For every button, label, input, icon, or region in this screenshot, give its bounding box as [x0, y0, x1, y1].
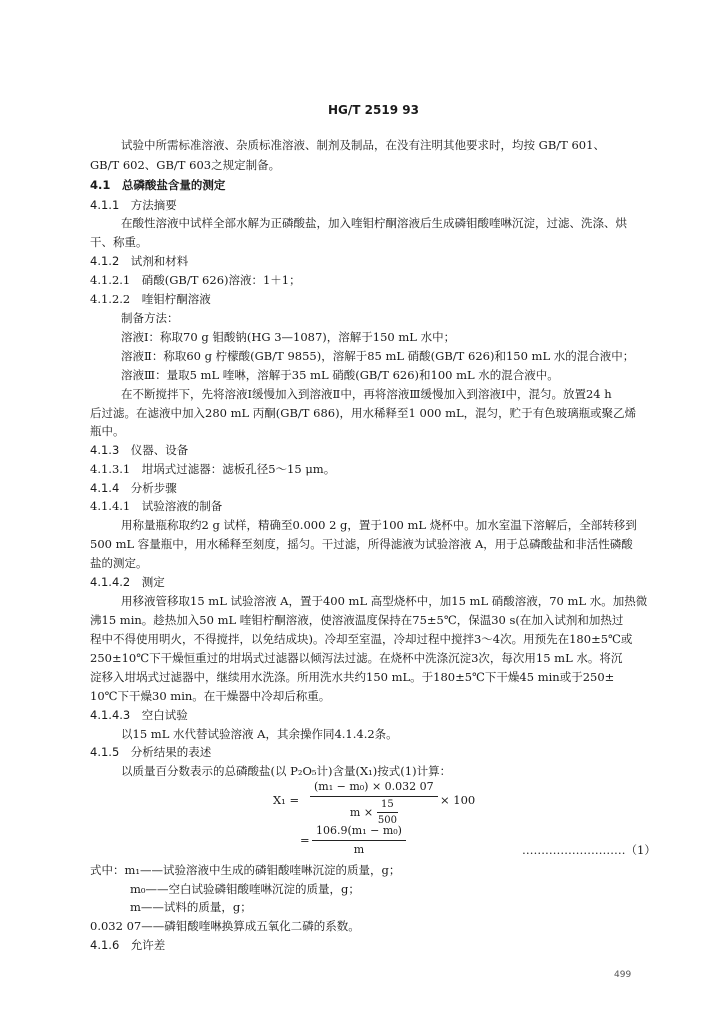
paragraph-line: 溶液Ⅱ：称取60 g 柠檬酸(GB/T 9855)，溶解于85 mL 硝酸(GB/T 626)和150 mL 水的混合液中；: [121, 349, 635, 363]
paragraph-line: 淀移入坩埚式过滤器中，继续用水洗涤。所用洗水共约150 mL。于180±5℃下干燥45 min或于250±: [90, 670, 615, 684]
paragraph-line: 沸15 min。趁热加入50 mL 喹钼柠酮溶液，使溶液温度保持在75±5℃，保温30 s(在加入试剂和加热过: [90, 613, 624, 627]
paragraph-line: GB/T 602、GB/T 603之规定制备。: [90, 158, 281, 172]
paragraph-line: 制备方法：: [121, 311, 179, 325]
formula-fraction-2: [312, 824, 406, 857]
paragraph-line: 盐的测定。: [90, 556, 148, 570]
paragraph-line: 在不断搅拌下，先将溶液Ⅰ缓慢加入到溶液Ⅱ中，再将溶液Ⅲ缓慢加入到溶液Ⅰ中，混匀。放置24 h: [121, 387, 612, 401]
formula-equals: =: [300, 833, 310, 847]
paragraph-line: 程中不得使用明火，不得搅拌，以免结成块)。冷却至室温，冷却过程中搅拌3～4次。用预先在180±5℃或: [90, 632, 633, 646]
formula-numerator-2: 106.9(m₁ − m₀): [312, 824, 406, 841]
page-number: 499: [614, 970, 632, 980]
formula-times-100: × 100: [440, 793, 476, 807]
paragraph-line: 在酸性溶液中试样全部水解为正磷酸盐，加入喹钼柠酮溶液后生成磷钼酸喹啉沉淀，过滤、洗涤、烘: [121, 216, 627, 230]
equation-number: ………………………（1）: [522, 843, 656, 857]
formula-inner-numerator: 15: [377, 799, 398, 813]
paragraph-line: 试验中所需标准溶液、杂质标准溶液、制剂及制品，在没有注明其他要求时，均按 GB/T 601、: [121, 138, 605, 152]
where-line: 0.032 07——磷钼酸喹啉换算成五氧化二磷的系数。: [90, 919, 360, 933]
paragraph-line: 溶液Ⅰ：称取70 g 钼酸钠(HG 3—1087)，溶解于150 mL 水中；: [121, 330, 456, 344]
where-line: 式中：m₁——试验溶液中生成的磷钼酸喹啉沉淀的质量，g；: [90, 863, 401, 877]
where-line: m——试料的质量，g；: [130, 900, 252, 914]
page-header: HG/T 2519 93: [328, 103, 419, 117]
formula-denominator-1: [350, 797, 398, 826]
paragraph-line: 以15 mL 水代替试验溶液 A，其余操作同4.1.4.2条。: [121, 727, 398, 741]
paragraph-line: 250±10℃下干燥恒重过的坩埚式过滤器以倾泻法过滤。在烧杯中洗涤沉淀3次，每次用15 mL 水。将沉: [90, 651, 623, 665]
formula-denominator-2: m: [353, 843, 365, 856]
formula-inner-fraction: [377, 799, 398, 826]
paragraph-line: 溶液Ⅲ：量取5 mL 喹啉，溶解于35 mL 硝酸(GB/T 626)和100 mL 水的混合液中。: [121, 368, 559, 382]
formula-lhs: X₁ =: [273, 793, 300, 807]
formula-denominator-prefix: m ×: [349, 805, 374, 819]
section-heading: 4.1.4 分析步骤: [90, 481, 177, 495]
paragraph-line: 4.1.3.1 坩埚式过滤器：滤板孔径5～15 μm。: [90, 462, 336, 476]
section-heading: 4.1.4.2 测定: [90, 575, 165, 589]
paragraph-line: 4.1.2.1 硝酸(GB/T 626)溶液：1＋1；: [90, 273, 301, 287]
section-heading: 4.1 总磷酸盐含量的测定: [90, 178, 226, 192]
section-heading: 4.1.4.3 空白试验: [90, 708, 188, 722]
paragraph-line: 用移液管移取15 mL 试验溶液 A，置于400 mL 高型烧杯中，加15 mL 硝酸溶液，70 mL 水。加热微: [121, 594, 648, 608]
paragraph-line: 以质量百分数表示的总磷酸盐(以 P₂O₅计)含量(X₁)按式(1)计算：: [121, 764, 452, 778]
section-heading: 4.1.2.2 喹钼柠酮溶液: [90, 292, 211, 306]
paragraph-line: 10℃下干燥30 min。在干燥器中冷却后称重。: [90, 689, 331, 703]
paragraph-line: 干、称重。: [90, 235, 148, 249]
section-heading: 4.1.4.1 试验溶液的制备: [90, 499, 223, 513]
paragraph-line: 后过滤。在滤液中加入280 mL 丙酮(GB/T 686)，用水稀释至1 000 mL，混匀，贮于有色玻璃瓶或聚乙烯: [90, 406, 637, 420]
section-heading: 4.1.1 方法摘要: [90, 198, 177, 212]
paragraph-line: 用称量瓶称取约2 g 试样，精确至0.000 2 g，置于100 mL 烧杯中。加水室温下溶解后，全部转移到: [121, 518, 637, 532]
formula-numerator-1: (m₁ − m₀) × 0.032 07: [310, 780, 438, 797]
formula-fraction-1: [310, 780, 438, 826]
section-heading: 4.1.3 仪器、设备: [90, 443, 189, 457]
formula-inner-denominator: 500: [377, 815, 397, 826]
section-heading: 4.1.5 分析结果的表述: [90, 745, 212, 759]
section-heading: 4.1.6 允许差: [90, 938, 166, 952]
paragraph-line: 瓶中。: [90, 424, 125, 438]
section-heading: 4.1.2 试剂和材料: [90, 254, 189, 268]
paragraph-line: 500 mL 容量瓶中，用水稀释至刻度，摇匀。干过滤，所得滤液为试验溶液 A，用于总磷酸盐和非活性磷酸: [90, 537, 633, 551]
where-line: m₀——空白试验磷钼酸喹啉沉淀的质量，g；: [130, 882, 360, 896]
